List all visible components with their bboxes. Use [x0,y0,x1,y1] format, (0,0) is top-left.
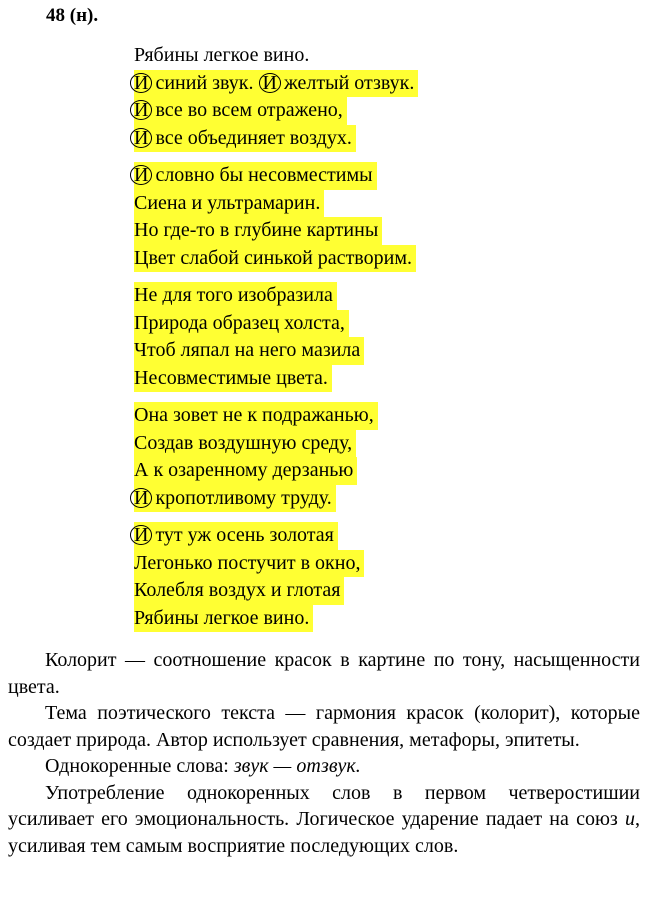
poem-line-text: Создав воздушную среду, [134,431,353,454]
usage-text-start: Употребление однокоренных слов в первом четверостишии усиливает его эмоциональность. Логическое ударение падает на союз [8,781,640,830]
circled-conjunction: И [130,488,152,508]
poem-line-text: все во всем отражено, [150,99,343,121]
cognates-label: Однокоренные слова: [45,755,234,777]
highlighted-line [134,365,332,393]
poem-line [134,70,604,98]
poem-line-text: Сиена и ультрамарин. [134,191,321,214]
poem-line [134,605,604,633]
highlighted-line [134,337,364,365]
highlighted-line [134,550,364,578]
highlighted-line [134,457,357,485]
commentary [8,647,640,859]
usage-paragraph [8,780,640,860]
poem-line-text: синий звук. [150,71,259,94]
poem-first-line [134,42,604,70]
highlighted-line [134,310,349,338]
poem-line [134,365,604,393]
poem-stanzas [134,70,604,633]
poem-line [134,430,604,458]
poem-line-text: желтый отзвук. [278,71,415,94]
highlighted-line [134,402,378,430]
poem-line [134,550,604,578]
poem-line [134,310,604,338]
poem-stanza [134,402,604,512]
circled-conjunction: И [130,73,152,93]
poem-line [134,577,604,605]
poem-line-text: Рябины легкое вино. [134,44,310,66]
highlighted-line [134,605,313,633]
highlighted-line [134,70,418,98]
poem-line-text: Не для того изобразила [134,284,333,306]
highlighted-line [134,97,347,125]
poem-line-text: Природа образец холста, [134,311,345,334]
poem-line [134,217,604,245]
cognates-paragraph [8,753,640,780]
highlighted-line [134,485,336,513]
theme-paragraph: Тема поэтического текста — гармония красок (колорит), которые создает природа. Автор использует сравнения, метафоры, эпитеты. [8,702,640,751]
poem-stanza [134,70,604,153]
highlighted-line [134,245,416,273]
poem-line [134,337,604,365]
circled-conjunction: И [259,73,281,93]
poem-line [134,245,604,273]
highlighted-line [134,217,382,245]
poem-line-text: Колебля воздух и глотая [134,579,341,601]
poem-line [134,190,604,218]
poem-line-text: А к озаренному дерзанью [134,459,354,481]
cognates-words: звук — отзвук. [233,755,361,777]
poem-line-text: Она зовет не к подражанью, [134,404,374,426]
highlighted-line [134,162,377,190]
highlighted-line [134,282,337,310]
circled-conjunction: И [130,525,152,545]
poem-line [134,162,604,190]
circled-conjunction: И [130,165,152,185]
poem-line-text: кропотливому труду. [150,486,332,509]
poem-line [134,522,604,550]
definition-paragraph: Колорит — соотношение красок в картине по тону, насыщенности цвета. [8,649,640,698]
highlighted-line [134,577,344,605]
poem-line-text: словно бы несовместимы [150,164,373,186]
poem-line-text: Легонько постучит в окно, [134,551,361,574]
poem-line-text: Цвет слабой синькой растворим. [134,246,412,269]
highlighted-line [134,522,338,550]
poem-line [134,402,604,430]
poem [134,42,604,642]
highlighted-line [134,430,356,458]
poem-line-text: Рябины легкое вино. [134,606,310,629]
poem-line-text: Несовместимые цвета. [134,366,328,389]
usage-text-end: , усиливая тем самым восприятие последующих слов. [8,808,640,857]
exercise-number: 48 (н). [46,5,99,26]
poem-line-text: Но где-то в глубине картины [134,219,379,241]
conjunction-word: и [625,808,635,830]
highlighted-line [134,190,324,218]
poem-line [134,125,604,153]
highlighted-line [134,125,356,153]
poem-stanza [134,162,604,272]
poem-line [134,97,604,125]
poem-stanza [134,522,604,632]
poem-line [134,485,604,513]
poem-line-text: тут уж осень золотая [150,524,334,546]
poem-line-text: Чтоб ляпал на него мазила [134,339,361,361]
poem-line [134,282,604,310]
poem-stanza [134,282,604,392]
circled-conjunction: И [130,128,152,148]
circled-conjunction: И [130,100,152,120]
poem-line-text: все объединяет воздух. [150,126,352,149]
poem-line [134,457,604,485]
